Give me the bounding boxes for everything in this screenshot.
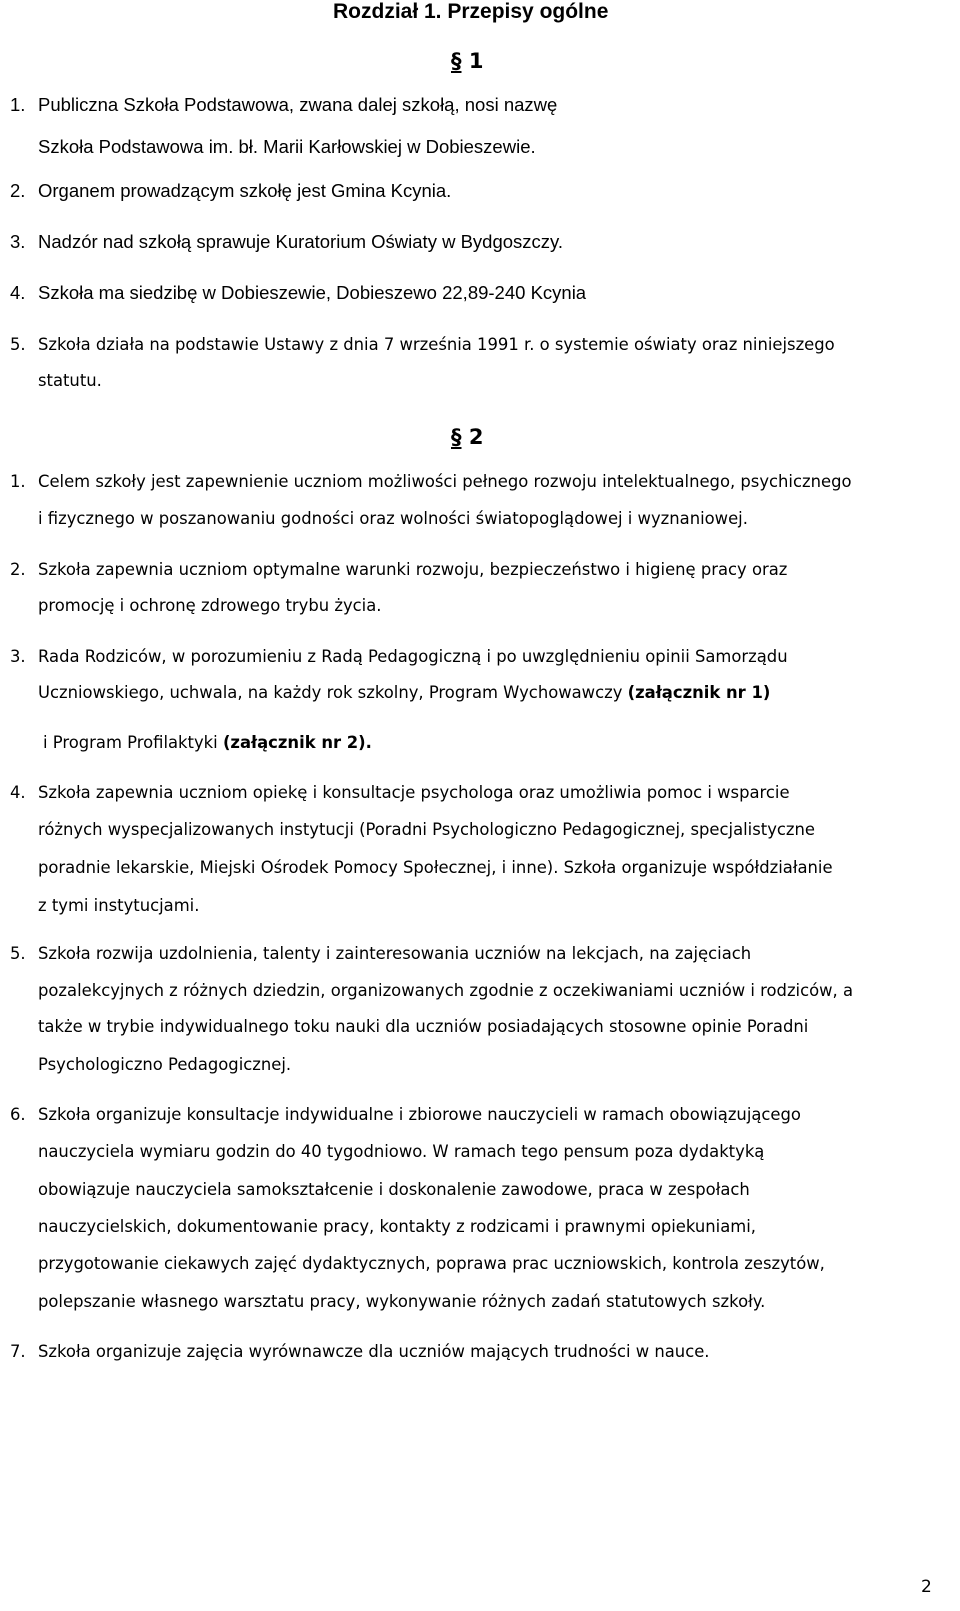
item-text-line: Szkoła zapewnia uczniom optymalne warunki rozwoju, bezpieczeństwo i higienę pracy oraz <box>38 560 788 579</box>
item-number: 3. <box>10 647 26 666</box>
item-text-line: Szkoła Podstawowa im. bł. Marii Karłowskiej w Dobieszewie. <box>38 136 536 157</box>
item-text-line: nauczyciela wymiaru godzin do 40 tygodniowo. W ramach tego pensum poza dydaktyką <box>38 1142 765 1161</box>
item-text-line: Publiczna Szkoła Podstawowa, zwana dalej szkołą, nosi nazwę <box>38 94 558 115</box>
item-text-line: Szkoła ma siedzibę w Dobieszewie, Dobieszewo 22,89-240 Kcynia <box>38 282 587 303</box>
item-text-segment: Uczniowskiego, uchwala, na każdy rok szkolny, Program Wychowawczy <box>38 683 628 702</box>
item-number: 7. <box>10 1342 26 1361</box>
section-symbol: § <box>451 49 462 73</box>
item-text-line: Szkoła działa na podstawie Ustawy z dnia 7 września 1991 r. o systemie oświaty oraz niniejszego <box>38 335 835 354</box>
attachment-reference: (załącznik nr 2). <box>222 733 372 752</box>
item-number: 2. <box>10 180 26 201</box>
attachment-reference: (załącznik nr 1) <box>627 683 771 702</box>
item-number: 5. <box>10 335 26 354</box>
item-number: 1. <box>10 472 26 491</box>
item-text-line: polepszanie własnego warsztatu pracy, wykonywanie różnych zadań statutowych szkoły. <box>38 1292 766 1311</box>
item-text-segment: i Program Profilaktyki <box>43 733 223 752</box>
item-text-line: Szkoła rozwija uzdolnienia, talenty i zainteresowania uczniów na lekcjach, na zajęciach <box>38 944 752 963</box>
item-text-line: różnych wyspecjalizowanych instytucji (Poradni Psychologiczno Pedagogicznej, specjalistyczne <box>38 820 815 839</box>
item-number: 4. <box>10 783 26 802</box>
item-text-line: Psychologiczno Pedagogicznej. <box>38 1055 292 1074</box>
item-number: 2. <box>10 560 26 579</box>
section-number: 2 <box>468 425 484 449</box>
section-symbol: § <box>451 425 462 449</box>
item-text-line: Szkoła zapewnia uczniom opiekę i konsultacje psychologa oraz umożliwia pomoc i wsparcie <box>38 783 790 802</box>
item-text-line: Celem szkoły jest zapewnienie uczniom możliwości pełnego rozwoju intelektualnego, psychicznego <box>38 472 852 491</box>
item-text-line: pozalekcyjnych z różnych dziedzin, organizowanych zgodnie z oczekiwaniami uczniów i rodziców, a <box>38 981 854 1000</box>
item-text-line: poradnie lekarskie, Miejski Ośrodek Pomocy Społecznej, i inne). Szkoła organizuje współdziałanie <box>38 858 833 877</box>
section-1-heading <box>451 49 483 73</box>
item-text-line: Szkoła organizuje zajęcia wyrównawcze dla uczniów mających trudności w nauce. <box>38 1342 710 1361</box>
section-number: 1 <box>468 49 484 73</box>
item-text-line: statutu. <box>38 371 102 390</box>
item-text-line <box>43 732 372 754</box>
item-number: 3. <box>10 231 26 252</box>
item-text-line: nauczycielskich, dokumentowanie pracy, kontakty z rodzicami i prawnymi opiekuniami, <box>38 1217 756 1236</box>
section-2-heading <box>451 425 483 449</box>
item-text-line: także w trybie indywidualnego toku nauki dla uczniów posiadających stosowne opinie Poradni <box>38 1017 809 1036</box>
item-text-line: Szkoła organizuje konsultacje indywidualne i zbiorowe nauczycieli w ramach obowiązującego <box>38 1105 801 1124</box>
item-text-line: przygotowanie ciekawych zajęć dydaktycznych, poprawa prac uczniowskich, kontrola zeszytów, <box>38 1254 825 1273</box>
item-text-line: Nadzór nad szkołą sprawuje Kuratorium Oświaty w Bydgoszczy. <box>38 231 564 252</box>
page-number: 2 <box>921 1577 932 1597</box>
item-text-line: Organem prowadzącym szkołę jest Gmina Kcynia. <box>38 180 452 201</box>
item-text-line: obowiązuje nauczyciela samokształcenie i doskonalenie zawodowe, praca w zespołach <box>38 1180 750 1199</box>
chapter-title: Rozdział 1. Przepisy ogólne <box>333 0 609 23</box>
item-text-line: Rada Rodziców, w porozumieniu z Radą Pedagogiczną i po uwzględnieniu opinii Samorządu <box>38 647 788 666</box>
item-text-line: promocję i ochronę zdrowego trybu życia. <box>38 596 382 615</box>
item-text-line <box>38 682 770 704</box>
item-text-line: i fizycznego w poszanowaniu godności oraz wolności światopoglądowej i wyznaniowej. <box>38 509 748 528</box>
item-number: 1. <box>10 94 26 115</box>
item-number: 4. <box>10 282 26 303</box>
item-number: 5. <box>10 944 26 963</box>
item-text-line: z tymi instytucjami. <box>38 896 200 915</box>
item-number: 6. <box>10 1105 26 1124</box>
